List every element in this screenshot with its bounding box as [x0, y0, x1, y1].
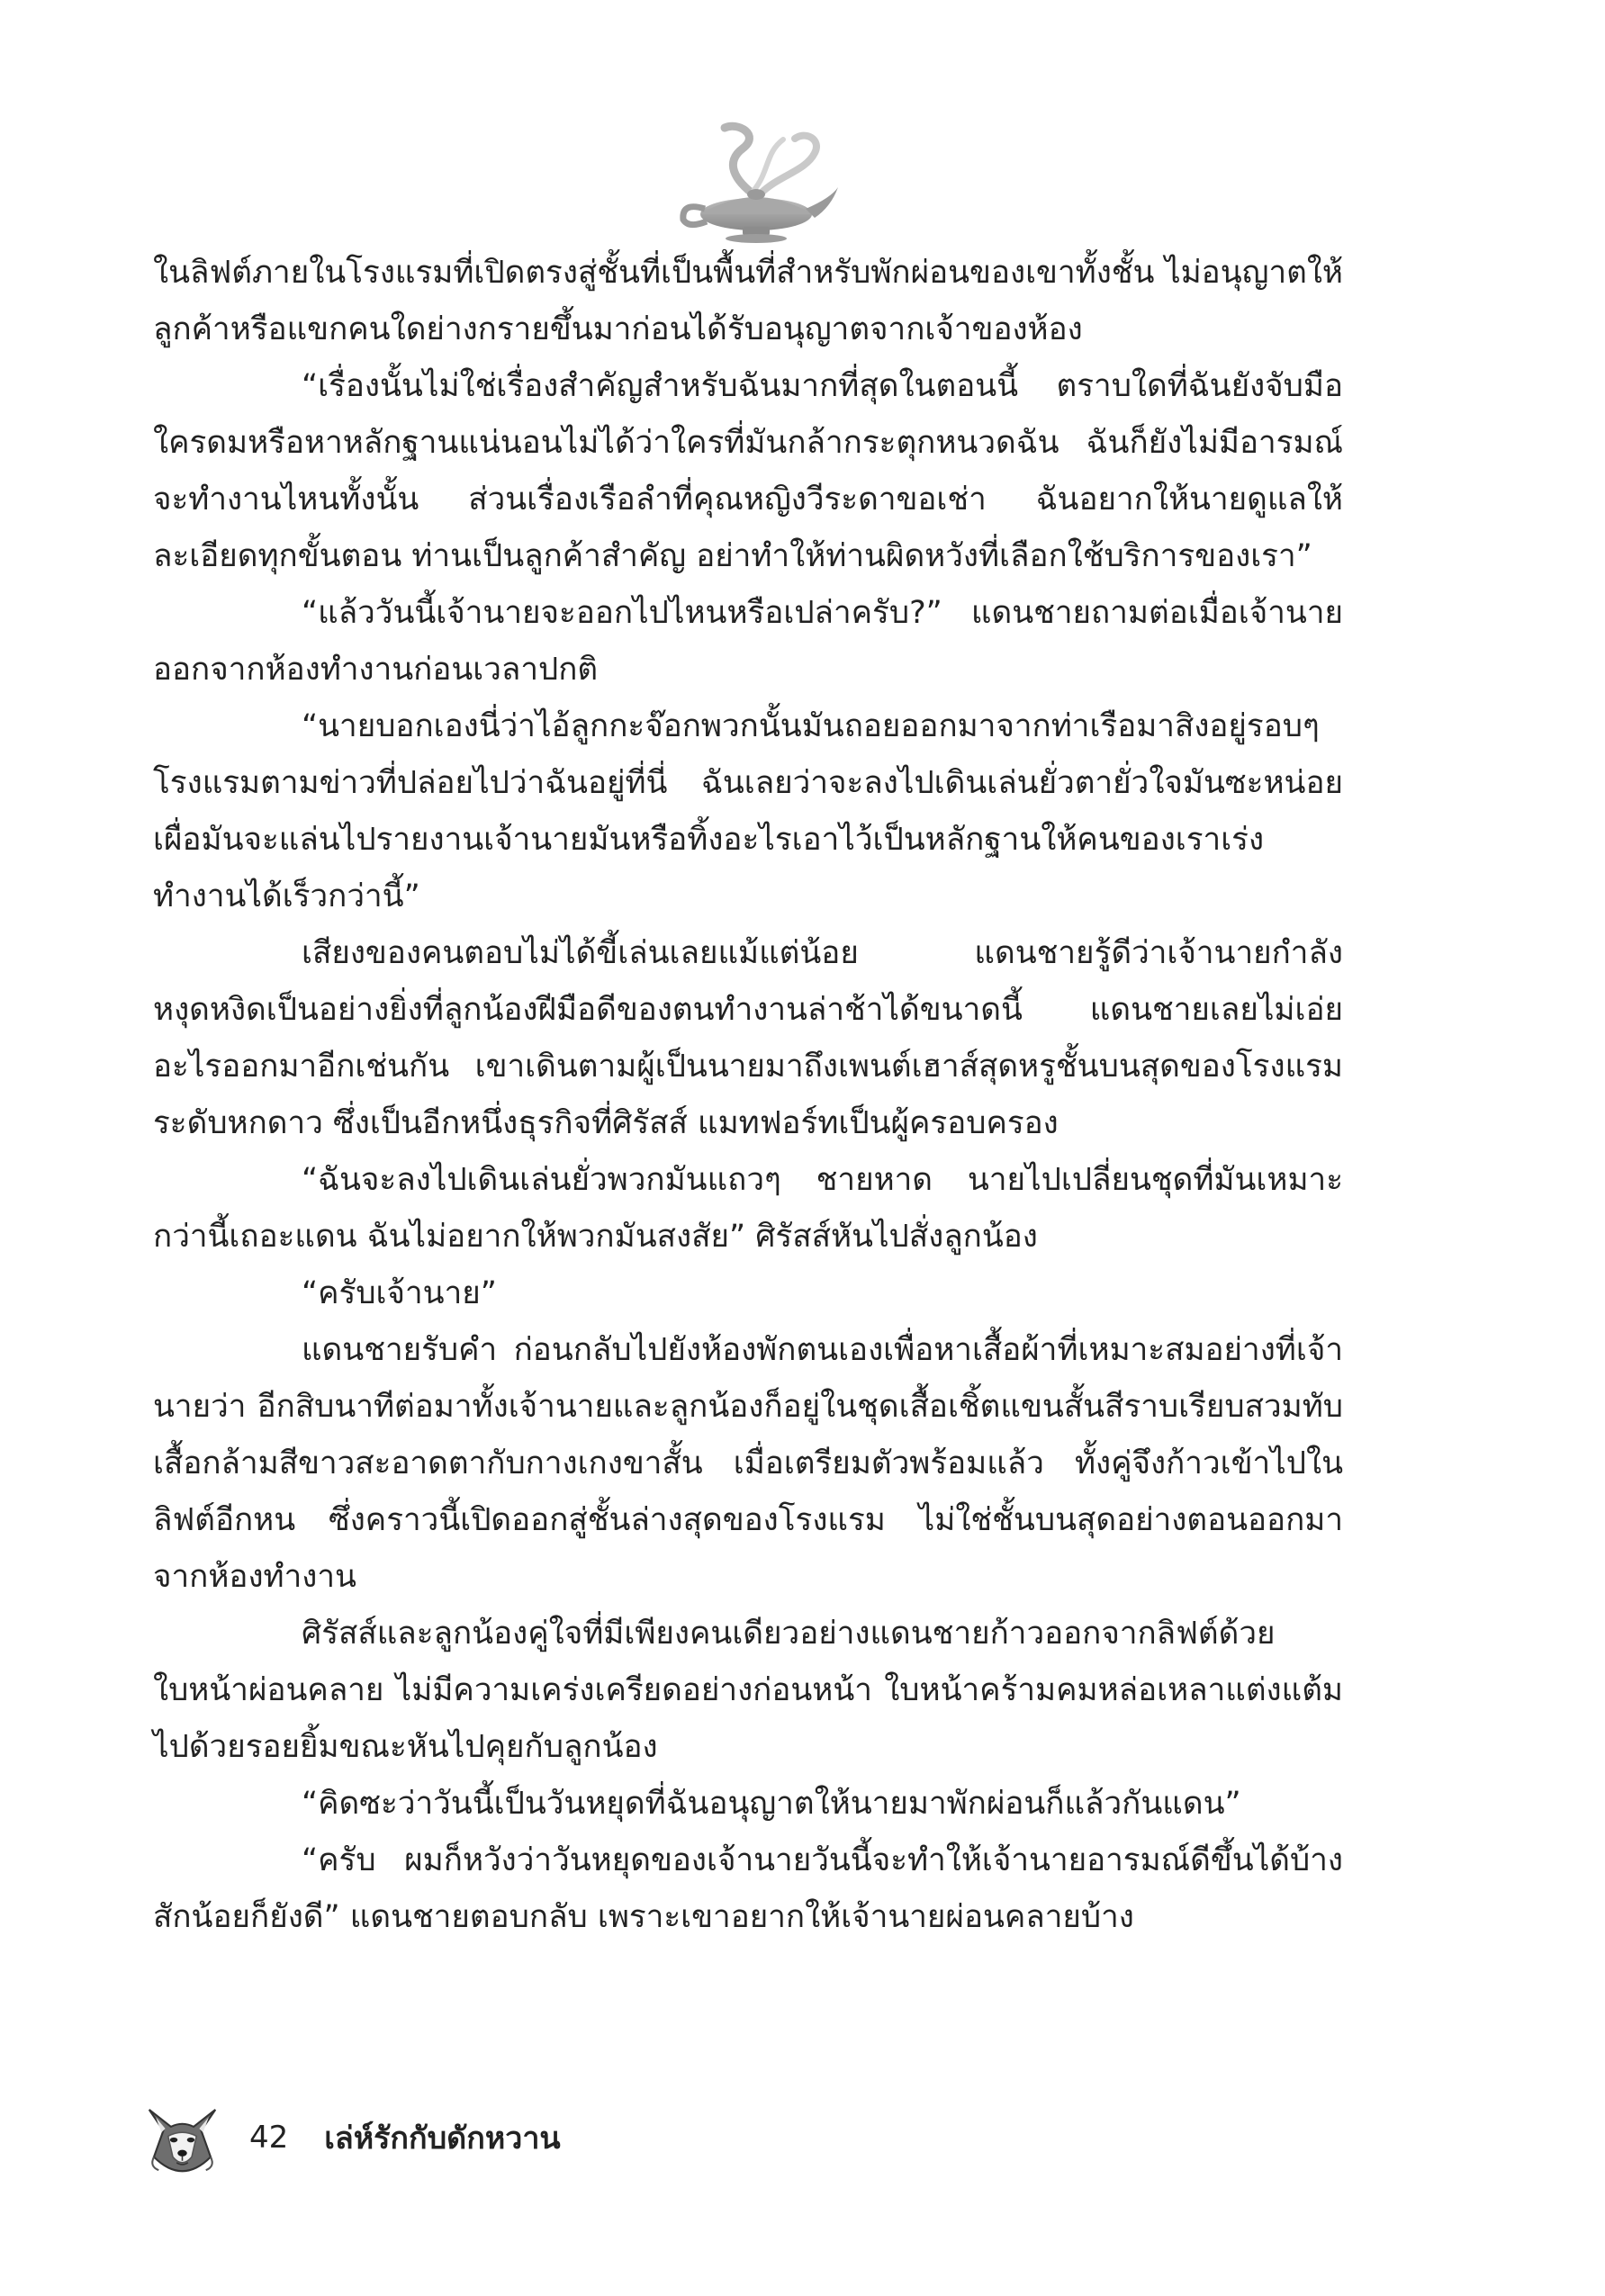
paragraph: เสียงของคนตอบไม่ได้ขี้เล่นเลยแม้แต่น้อย แดนชายรู้ดีว่าเจ้านายกำลังหงุดหงิดเป็นอย่างยิ่งที่ลูกน้องฝีมือดีของตนทำงานล่าช้าได้ขนาดนี้ แดนชายเลยไม่เอ่ยอะไรออกมาอีกเช่นกัน เขาเดินตามผู้เป็นนายมาถึงเพนต์เฮาส์สุดหรูชั้นบนสุดของโรงแรมระดับหกดาว ซึ่งเป็นอีกหนึ่งธุรกิจที่ศิรัสส์ แมทฟอร์ทเป็นผู้ครอบครอง	[153, 935, 1343, 1141]
paragraph: “ครับเจ้านาย”	[302, 1275, 497, 1311]
paragraph: ในลิฟต์ภายในโรงแรมที่เปิดตรงสู่ชั้นที่เป็นพื้นที่สำหรับพักผ่อนของเขาทั้งชั้น ไม่อนุญาตให้ลูกค้าหรือแขกคนใดย่างกรายขึ้นมาก่อนได้รับอนุญาตจากเจ้าของห้อง	[153, 255, 1343, 347]
page-footer	[135, 2088, 561, 2187]
paragraph: “ฉันจะลงไปเดินเล่นยั่วพวกมันแถวๆ ชายหาด นายไปเปลี่ยนชุดที่มันเหมาะกว่านี้เถอะแดน ฉันไม่อยากให้พวกมันสงสัย” ศิรัสส์หันไปสั่งลูกน้อง	[153, 1162, 1343, 1255]
paragraph: “เรื่องนั้นไม่ใช่เรื่องสำคัญสำหรับฉันมากที่สุดในตอนนี้ ตราบใดที่ฉันยังจับมือใครดมหรือหาหลักฐานแน่นอนไม่ได้ว่าใครที่มันกล้ากระตุกหนวดฉัน ฉันก็ยังไม่มีอารมณ์จะทำงานไหนทั้งนั้น ส่วนเรื่องเรือลำที่คุณหญิงวีระดาขอเช่า ฉันอยากให้นายดูแลให้ละเอียดทุกขั้นตอน ท่านเป็นลูกค้าสำคัญ อย่าทำให้ท่านผิดหวังที่เลือกใช้บริการของเรา”	[153, 368, 1343, 574]
page-body	[153, 245, 1343, 1946]
husky-dog-icon	[135, 2091, 230, 2185]
paragraph: “ครับ ผมก็หวังว่าวันหยุดของเจ้านายวันนี้จะทำให้เจ้านายอารมณ์ดีขึ้นได้บ้างสักน้อยก็ยังดี” แดนชายตอบกลับ เพราะเขาอยากให้เจ้านายผ่อนคลายบ้าง	[153, 1842, 1343, 1935]
page-number: 42	[249, 2120, 289, 2156]
paragraph: “คิดซะว่าวันนี้เป็นวันหยุดที่ฉันอนุญาตให้นายมาพักผ่อนก็แล้วกันแดน”	[302, 1786, 1241, 1822]
paragraph: แดนชายรับคำ ก่อนกลับไปยังห้องพักตนเองเพื่อหาเสื้อผ้าที่เหมาะสมอย่างที่เจ้านายว่า อีกสิบนาทีต่อมาทั้งเจ้านายและลูกน้องก็อยู่ในชุดเสื้อเชิ้ตแขนสั้นสีราบเรียบสวมทับเสื้อกล้ามสีขาวสะอาดตากับกางเกงขาสั้น เมื่อเตรียมตัวพร้อมแล้ว ทั้งคู่จึงก้าวเข้าไปในลิฟต์อีกหน ซึ่งคราวนี้เปิดออกสู่ชั้นล่างสุดของโรงแรม ไม่ใช่ชั้นบนสุดอย่างตอนออกมาจากห้องทำงาน	[153, 1332, 1343, 1595]
genie-lamp-icon	[671, 108, 842, 243]
paragraph: “นายบอกเองนี่ว่าไอ้ลูกกะจ๊อกพวกนั้นมันถอยออกมาจากท่าเรือมาสิงอยู่รอบๆ โรงแรมตามข่าวที่ปล่อยไปว่าฉันอยู่ที่นี่ ฉันเลยว่าจะลงไปเดินเล่นยั่วตายั่วใจมันซะหน่อย เผื่อมันจะแล่นไปรายงานเจ้านายมันหรือทิ้งอะไรเอาไว้เป็นหลักฐานให้คนของเราเร่งทำงานได้เร็วกว่านี้”	[153, 708, 1343, 914]
paragraph: ศิรัสส์และลูกน้องคู่ใจที่มีเพียงคนเดียวอย่างแดนชายก้าวออกจากลิฟต์ด้วยใบหน้าผ่อนคลาย ไม่มีความเคร่งเครียดอย่างก่อนหน้า ใบหน้าคร้ามคมหล่อเหลาแต่งแต้มไปด้วยรอยยิ้มขณะหันไปคุยกับลูกน้อง	[153, 1616, 1343, 1765]
paragraph: “แล้ววันนี้เจ้านายจะออกไปไหนหรือเปล่าครับ?” แดนชายถามต่อเมื่อเจ้านายออกจากห้องทำงานก่อนเวลาปกติ	[153, 595, 1343, 688]
book-title: เล่ห์รักกับดักหวาน	[324, 2120, 561, 2156]
